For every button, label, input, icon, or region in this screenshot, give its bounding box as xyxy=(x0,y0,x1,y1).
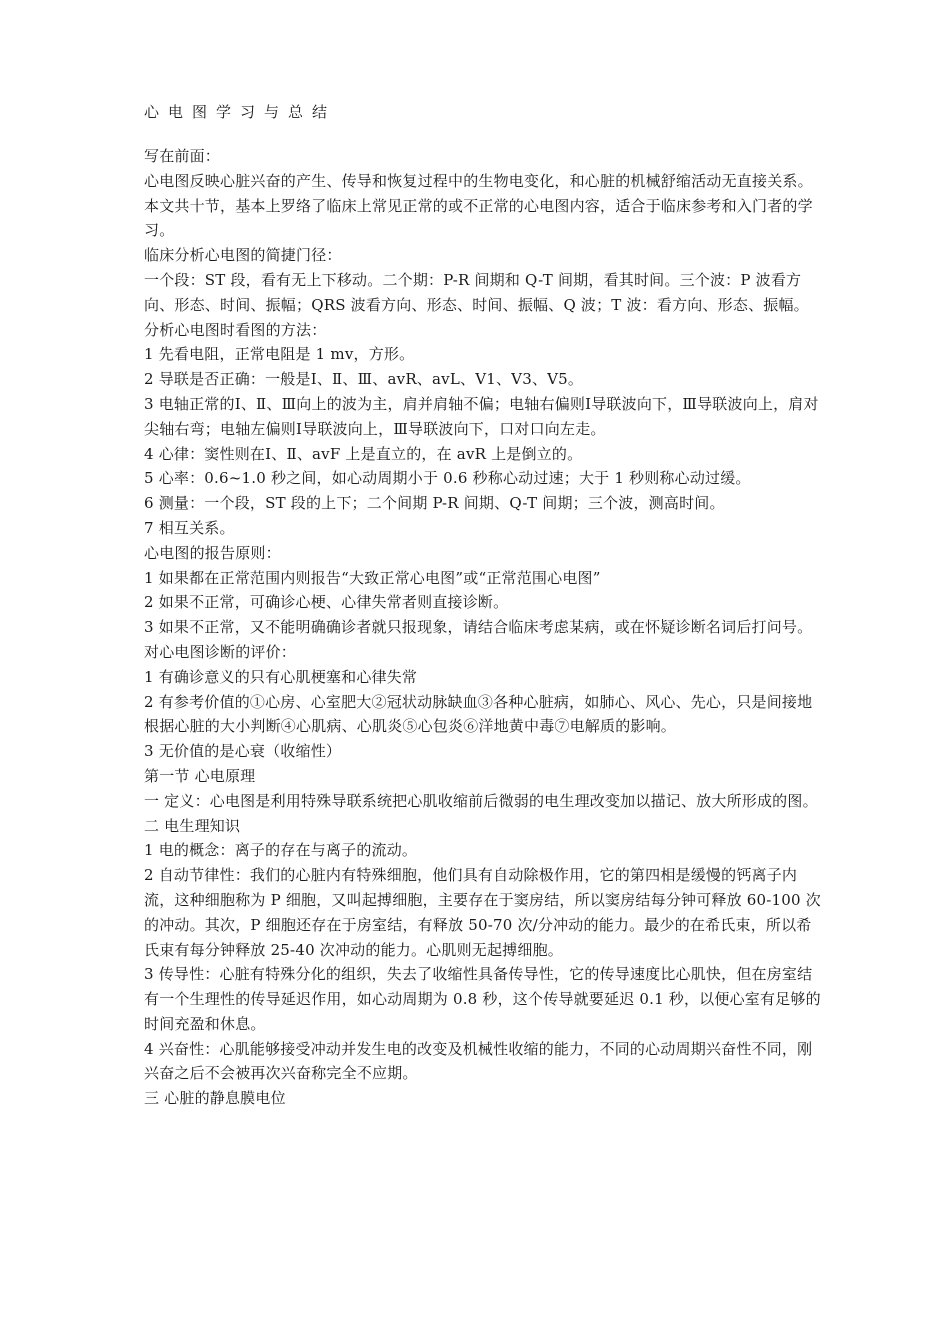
paragraph: 1 有确诊意义的只有心肌梗塞和心律失常 xyxy=(144,667,418,686)
paragraph: 4 兴奋性：心肌能够接受冲动并发生电的改变及机械性收缩的能力，不同的心动周期兴奋性不同，刚兴奋之后不会被再次兴奋称完全不应期。 xyxy=(144,1039,813,1083)
paragraph: 2 有参考价值的①心房、心室肥大②冠状动脉缺血③各种心脏病，如肺心、风心、先心，只是间接地根据心脏的大小判断④心肌病、心肌炎⑤心包炎⑥洋地黄中毒⑦电解质的影响。 xyxy=(144,692,813,736)
paragraph: 心电图的报告原则： xyxy=(144,543,281,562)
paragraph: 心电图反映心脏兴奋的产生、传导和恢复过程中的生物电变化，和心脏的机械舒缩活动无直接关系。 xyxy=(144,171,813,190)
paragraph: 分析心电图时看图的方法： xyxy=(144,320,327,339)
paragraph: 3 电轴正常的Ⅰ、Ⅱ、Ⅲ向上的波为主，肩并肩轴不偏；电轴右偏则Ⅰ导联波向下，Ⅲ导联波向上，肩对尖轴右弯；电轴左偏则Ⅰ导联波向上，Ⅲ导联波向下，口对口向左走。 xyxy=(144,394,819,438)
paragraph: 6 测量：一个段，ST 段的上下；二个间期 P-R 间期、Q-T 间期；三个波，测高时间。 xyxy=(144,494,725,513)
paragraph: 5 心率：0.6~1.0 秒之间，如心动周期小于 0.6 秒称心动过速；大于 1 秒则称心动过缓。 xyxy=(144,469,751,488)
paragraph: 1 电的概念：离子的存在与离子的流动。 xyxy=(144,841,418,860)
subsection-heading: 二 电生理知识 xyxy=(144,816,241,835)
document-title: 心电图学习与总结 xyxy=(144,103,337,121)
section-heading: 第一节 心电原理 xyxy=(144,766,256,785)
document-body xyxy=(144,144,824,1111)
paragraph: 1 如果都在正常范围内则报告“大致正常心电图”或“正常范围心电图” xyxy=(144,568,601,587)
paragraph: 3 无价值的是心衰（收缩性） xyxy=(144,742,342,761)
paragraph: 一 定义：心电图是利用特殊导联系统把心肌收缩前后微弱的电生理改变加以描记、放大所形成的图。 xyxy=(144,791,818,810)
paragraph: 7 相互关系。 xyxy=(144,518,235,537)
paragraph: 3 如果不正常，又不能明确确诊者就只报现象，请结合临床考虑某病，或在怀疑诊断名词后打问号。 xyxy=(144,618,813,637)
paragraph: 临床分析心电图的简捷门径： xyxy=(144,246,342,265)
paragraph: 2 自动节律性：我们的心脏内有特殊细胞，他们具有自动除极作用，它的第四相是缓慢的钙离子内流，这种细胞称为 P 细胞，又叫起搏细胞，主要存在于窦房结，所以窦房结每分钟可释放 60-100 次的冲动。其次，P 细胞还存在于房室结，有释放 50-70 次/分冲动的能力。最少的在希氏束，所以希氏束有每分钟释放 25-40 次冲动的能力。心肌则无起搏细胞。 xyxy=(144,866,821,959)
paragraph: 本文共十节，基本上罗络了临床上常见正常的或不正常的心电图内容，适合于临床参考和入门者的学习。 xyxy=(144,196,813,240)
paragraph: 一个段：ST 段，看有无上下移动。二个期：P-R 间期和 Q-T 间期，看其时间。三个波：P 波看方向、形态、时间、振幅；QRS 波看方向、形态、时间、振幅、Q 波；T 波：看方向、形态、振幅。 xyxy=(144,270,809,314)
paragraph: 4 心律：窦性则在Ⅰ、Ⅱ、avF 上是直立的，在 avR 上是倒立的。 xyxy=(144,444,583,463)
paragraph: 3 传导性：心脏有特殊分化的组织，失去了收缩性具备传导性，它的传导速度比心肌快，但在房室结有一个生理性的传导延迟作用，如心动周期为 0.8 秒，这个传导就要延迟 0.1 秒，以便心室有足够的时间充盈和休息。 xyxy=(144,965,821,1033)
paragraph: 2 如果不正常，可确诊心梗、心律失常者则直接诊断。 xyxy=(144,593,509,612)
paragraph: 对心电图诊断的评价： xyxy=(144,642,297,661)
subsection-heading: 三 心脏的静息膜电位 xyxy=(144,1089,286,1108)
paragraph: 写在前面： xyxy=(144,147,221,165)
paragraph: 2 导联是否正确：一般是Ⅰ、Ⅱ、Ⅲ、avR、avL、V1、V3、V5。 xyxy=(144,370,584,389)
paragraph: 1 先看电阻，正常电阻是 1 mv，方形。 xyxy=(144,345,415,364)
document-page xyxy=(144,100,824,1111)
